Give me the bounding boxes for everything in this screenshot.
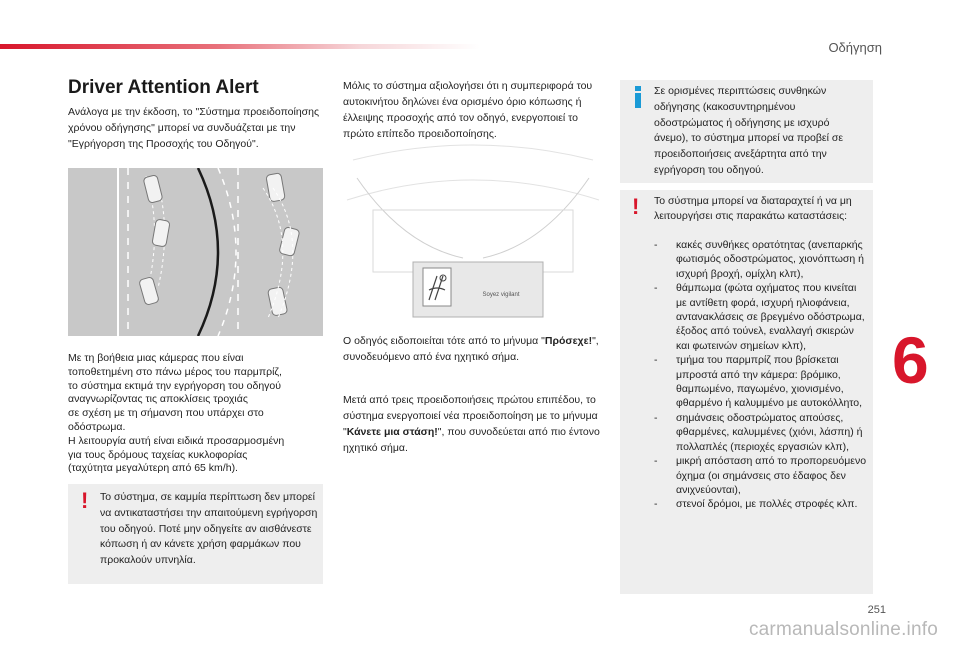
- description-line: για τους δρόμους ταχείας κυκλοφορίας: [68, 448, 248, 461]
- list-item: - μικρή απόσταση από το προπορευόμενο όχημα (οι σημάνσεις στο έδαφος δεν ανιχνεύονται),: [654, 454, 869, 497]
- text-run: Μετά από τρεις προειδοποιήσεις πρώτου επιπέδου, το σύστημα ενεργοποιεί νέα προειδοποίηση με το μήνυμα ": [343, 394, 598, 438]
- description-line: το σύστημα εκτιμά την εγρήγορση του οδηγού: [68, 379, 281, 392]
- lane-drift-diagram: [68, 168, 323, 336]
- description-line: τοποθετημένη στο πάνω μέρος του παρμπρίζ,: [68, 365, 282, 378]
- instrument-panel-illustration: [343, 140, 603, 320]
- description-line: (ταχύτητα μεγαλύτερη από 65 km/h).: [68, 462, 238, 475]
- info-note: [620, 80, 873, 183]
- list-item: - τμήμα του παρμπρίζ που βρίσκεται μπροστά από την κάμερα: βρόμικο, θαμπωμένο, παγωμένο, χιονισμένο, φθαρμένο ή καλυμμένο με αυτοκόλλητο,: [654, 353, 869, 411]
- description-text: [68, 352, 330, 476]
- warning-exclamation-icon: !: [81, 488, 89, 513]
- list-item: - στενοί δρόμοι, με πολλές στροφές κλπ.: [654, 497, 869, 511]
- list-item: - κακές συνθήκες ορατότητας (ανεπαρκής φωτισμός οδοστρώματος, χιονόπτωση ή ισχυρή βροχή, ομίχλη κλπ),: [654, 238, 869, 281]
- lane-drift-illustration: [68, 168, 323, 336]
- second-level-alert-text: [343, 392, 605, 456]
- list-item: - σημάνσεις οδοστρώματος απούσες, φθαρμένες, καλυμμένες (χιόνι, λάσπη) ή πολλαπλές (περιοχές εργασιών κλπ),: [654, 411, 869, 454]
- display-message-text: Soyez vigilant: [482, 292, 520, 298]
- chapter-number: 6: [892, 323, 929, 397]
- text-run: Ο οδηγός ειδοποιείται τότε από το μήνυμα ": [343, 335, 545, 347]
- warning-message-text: [343, 333, 605, 365]
- section-title: Οδήγηση: [828, 40, 882, 55]
- description-line: Με τη βοήθεια μιας κάμερας που είναι: [68, 352, 244, 364]
- list-item: - θάμπωμα (φώτα οχήματος που κινείται με αντίθετη φορά, ισχυρή ηλιοφάνεια, αντανακλάσεις σε βρεγμένο οδόστρωμα, έξοδος από τούνελ, εναλλαγή σκιερών και φωτεινών σημείων κλπ),: [654, 281, 869, 353]
- info-note-text: Σε ορισμένες περιπτώσεις συνθηκών οδήγησης (κακοσυντηρημένου οδοστρώματος ή οδήγησης με ισχυρό άνεμο), το σύστημα μπορεί να προβεί σε προειδοποιήσεις ανεξάρτητα από την εγρήγορση του οδηγού.: [654, 85, 844, 176]
- limitations-warning-note: [620, 190, 873, 594]
- description-line: σε σχέση με τη σήμανση που υπάρχει στο: [68, 407, 264, 420]
- limitations-intro: Το σύστημα μπορεί να διαταραχτεί ή να μη λειτουργήσει στις παρακάτω καταστάσεις:: [654, 195, 852, 222]
- page-heading: Driver Attention Alert: [68, 77, 259, 98]
- warning-note-text: Το σύστημα, σε καμμία περίπτωση δεν μπορεί να αντικαταστήσει την απαιτούμενη εγρήγορση του οδηγού. Ποτέ μην οδηγείτε αν αισθάνεστε κόπωση ή αν κάνετε χρήση φαρμάκων που προκαλούν υπνηλία.: [100, 491, 318, 567]
- message-label: Πρόσεχε!: [544, 335, 593, 347]
- header-accent-bar: [0, 44, 480, 49]
- description-line: Η λειτουργία αυτή είναι ειδικά προσαρμοσμένη: [68, 434, 285, 447]
- instrument-panel-diagram: [343, 140, 603, 320]
- info-icon: [632, 86, 644, 112]
- warning-exclamation-icon: !: [632, 194, 640, 219]
- message-label: Κάνετε μια στάση!: [346, 426, 438, 438]
- description-line: αναγνωρίζοντας τις αποκλίσεις τροχιάς: [68, 393, 248, 406]
- warning-note: [68, 484, 323, 584]
- limitations-list: [654, 238, 869, 512]
- text-run: ", συνοδευόμενο από ένα ηχητικό σήμα.: [343, 335, 599, 363]
- description-line: οδόστρωμα.: [68, 420, 126, 433]
- intro-text: Ανάλογα με την έκδοση, το "Σύστημα προειδοποίησης χρόνου οδήγησης" μπορεί να συνδυάζεται με την "Εγρήγορση της Προσοχής του Οδηγού".: [68, 106, 320, 150]
- watermark: carmanualsonline.info: [748, 619, 938, 640]
- page-number: 251: [867, 604, 886, 616]
- first-level-alert-text: Μόλις το σύστημα αξιολογήσει ότι η συμπεριφορά του αυτοκινήτου δηλώνει ένα ορισμένο όριο κόπωσης ή έλλειψης προσοχής από τον οδηγό, ενεργοποιεί το πρώτο επίπεδο προειδοποίησης.: [343, 80, 593, 140]
- text-run: ", που συνοδεύεται από πιο έντονο ηχητικό σήμα.: [343, 426, 600, 454]
